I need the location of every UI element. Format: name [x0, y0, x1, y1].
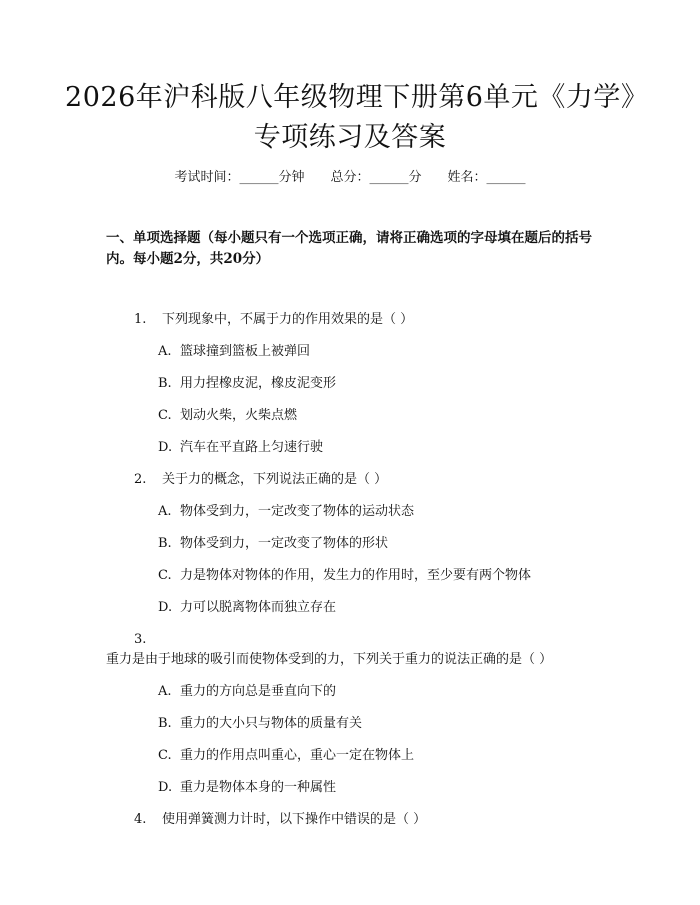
question-number: 2. — [134, 472, 147, 487]
question-3-option-a — [158, 682, 336, 702]
option-letter: D. — [158, 440, 173, 455]
question-3-option-c — [158, 746, 414, 766]
option-text: 力是物体对物体的作用，发生力的作用时，至少要有两个物体 — [180, 568, 532, 583]
option-text: 用力捏橡皮泥，橡皮泥变形 — [180, 376, 337, 391]
question-number: 4. — [134, 812, 147, 827]
student-name-field: 姓名：______ — [447, 170, 526, 185]
option-text: 划动火柴，火柴点燃 — [180, 408, 298, 423]
question-2 — [134, 470, 387, 490]
question-text: 关于力的概念，下列说法正确的是（ ） — [162, 472, 388, 487]
question-1-option-c — [158, 406, 297, 426]
section-heading: 一、单项选择题（每小题只有一个选项正确，请将正确选项的字母填在题后的括号内。每小题2分，共20分） — [106, 230, 592, 267]
document-title: 2026年沪科版八年级物理下册第6单元《力学》专项练习及答案 — [65, 82, 635, 153]
option-text: 重力的方向总是垂直向下的 — [180, 684, 337, 699]
exam-info-line — [0, 168, 700, 188]
option-text: 重力的大小只与物体的质量有关 — [180, 716, 363, 731]
question-number: 3. — [134, 632, 147, 647]
question-2-option-d — [158, 598, 336, 618]
option-text: 汽车在平直路上匀速行驶 — [180, 440, 324, 455]
question-1-option-d — [158, 438, 323, 458]
question-text: 下列现象中，不属于力的作用效果的是（ ） — [162, 312, 414, 327]
option-letter: A. — [158, 684, 172, 699]
option-text: 力可以脱离物体而独立存在 — [180, 600, 337, 615]
option-letter: D. — [158, 600, 173, 615]
question-1 — [134, 310, 413, 330]
option-text: 物体受到力，一定改变了物体的形状 — [180, 536, 389, 551]
question-3 — [106, 630, 606, 670]
exam-time-field: 考试时间：______分钟 — [174, 170, 305, 185]
option-text: 篮球撞到篮板上被弹回 — [180, 344, 311, 359]
question-text: 使用弹簧测力计时，以下操作中错误的是（ ） — [162, 812, 427, 827]
question-3-option-d — [158, 778, 336, 798]
question-number: 1. — [134, 312, 147, 327]
option-letter: C. — [158, 408, 172, 423]
option-letter: A. — [158, 344, 172, 359]
option-letter: A. — [158, 504, 172, 519]
option-letter: D. — [158, 780, 173, 795]
question-2-option-b — [158, 534, 388, 554]
option-text: 重力的作用点叫重心，重心一定在物体上 — [180, 748, 415, 763]
option-letter: B. — [158, 376, 172, 391]
total-score-field: 总分：______分 — [330, 170, 422, 185]
option-text: 物体受到力，一定改变了物体的运动状态 — [180, 504, 415, 519]
question-4 — [134, 810, 426, 830]
question-text: 重力是由于地球的吸引而使物体受到的力，下列关于重力的说法正确的是（ ） — [106, 652, 553, 667]
option-letter: C. — [158, 568, 172, 583]
question-2-option-c — [158, 566, 531, 586]
question-1-option-a — [158, 342, 310, 362]
question-3-option-b — [158, 714, 362, 734]
option-letter: B. — [158, 716, 172, 731]
question-1-option-b — [158, 374, 336, 394]
option-letter: C. — [158, 748, 172, 763]
option-text: 重力是物体本身的一种属性 — [180, 780, 337, 795]
option-letter: B. — [158, 536, 172, 551]
question-2-option-a — [158, 502, 414, 522]
